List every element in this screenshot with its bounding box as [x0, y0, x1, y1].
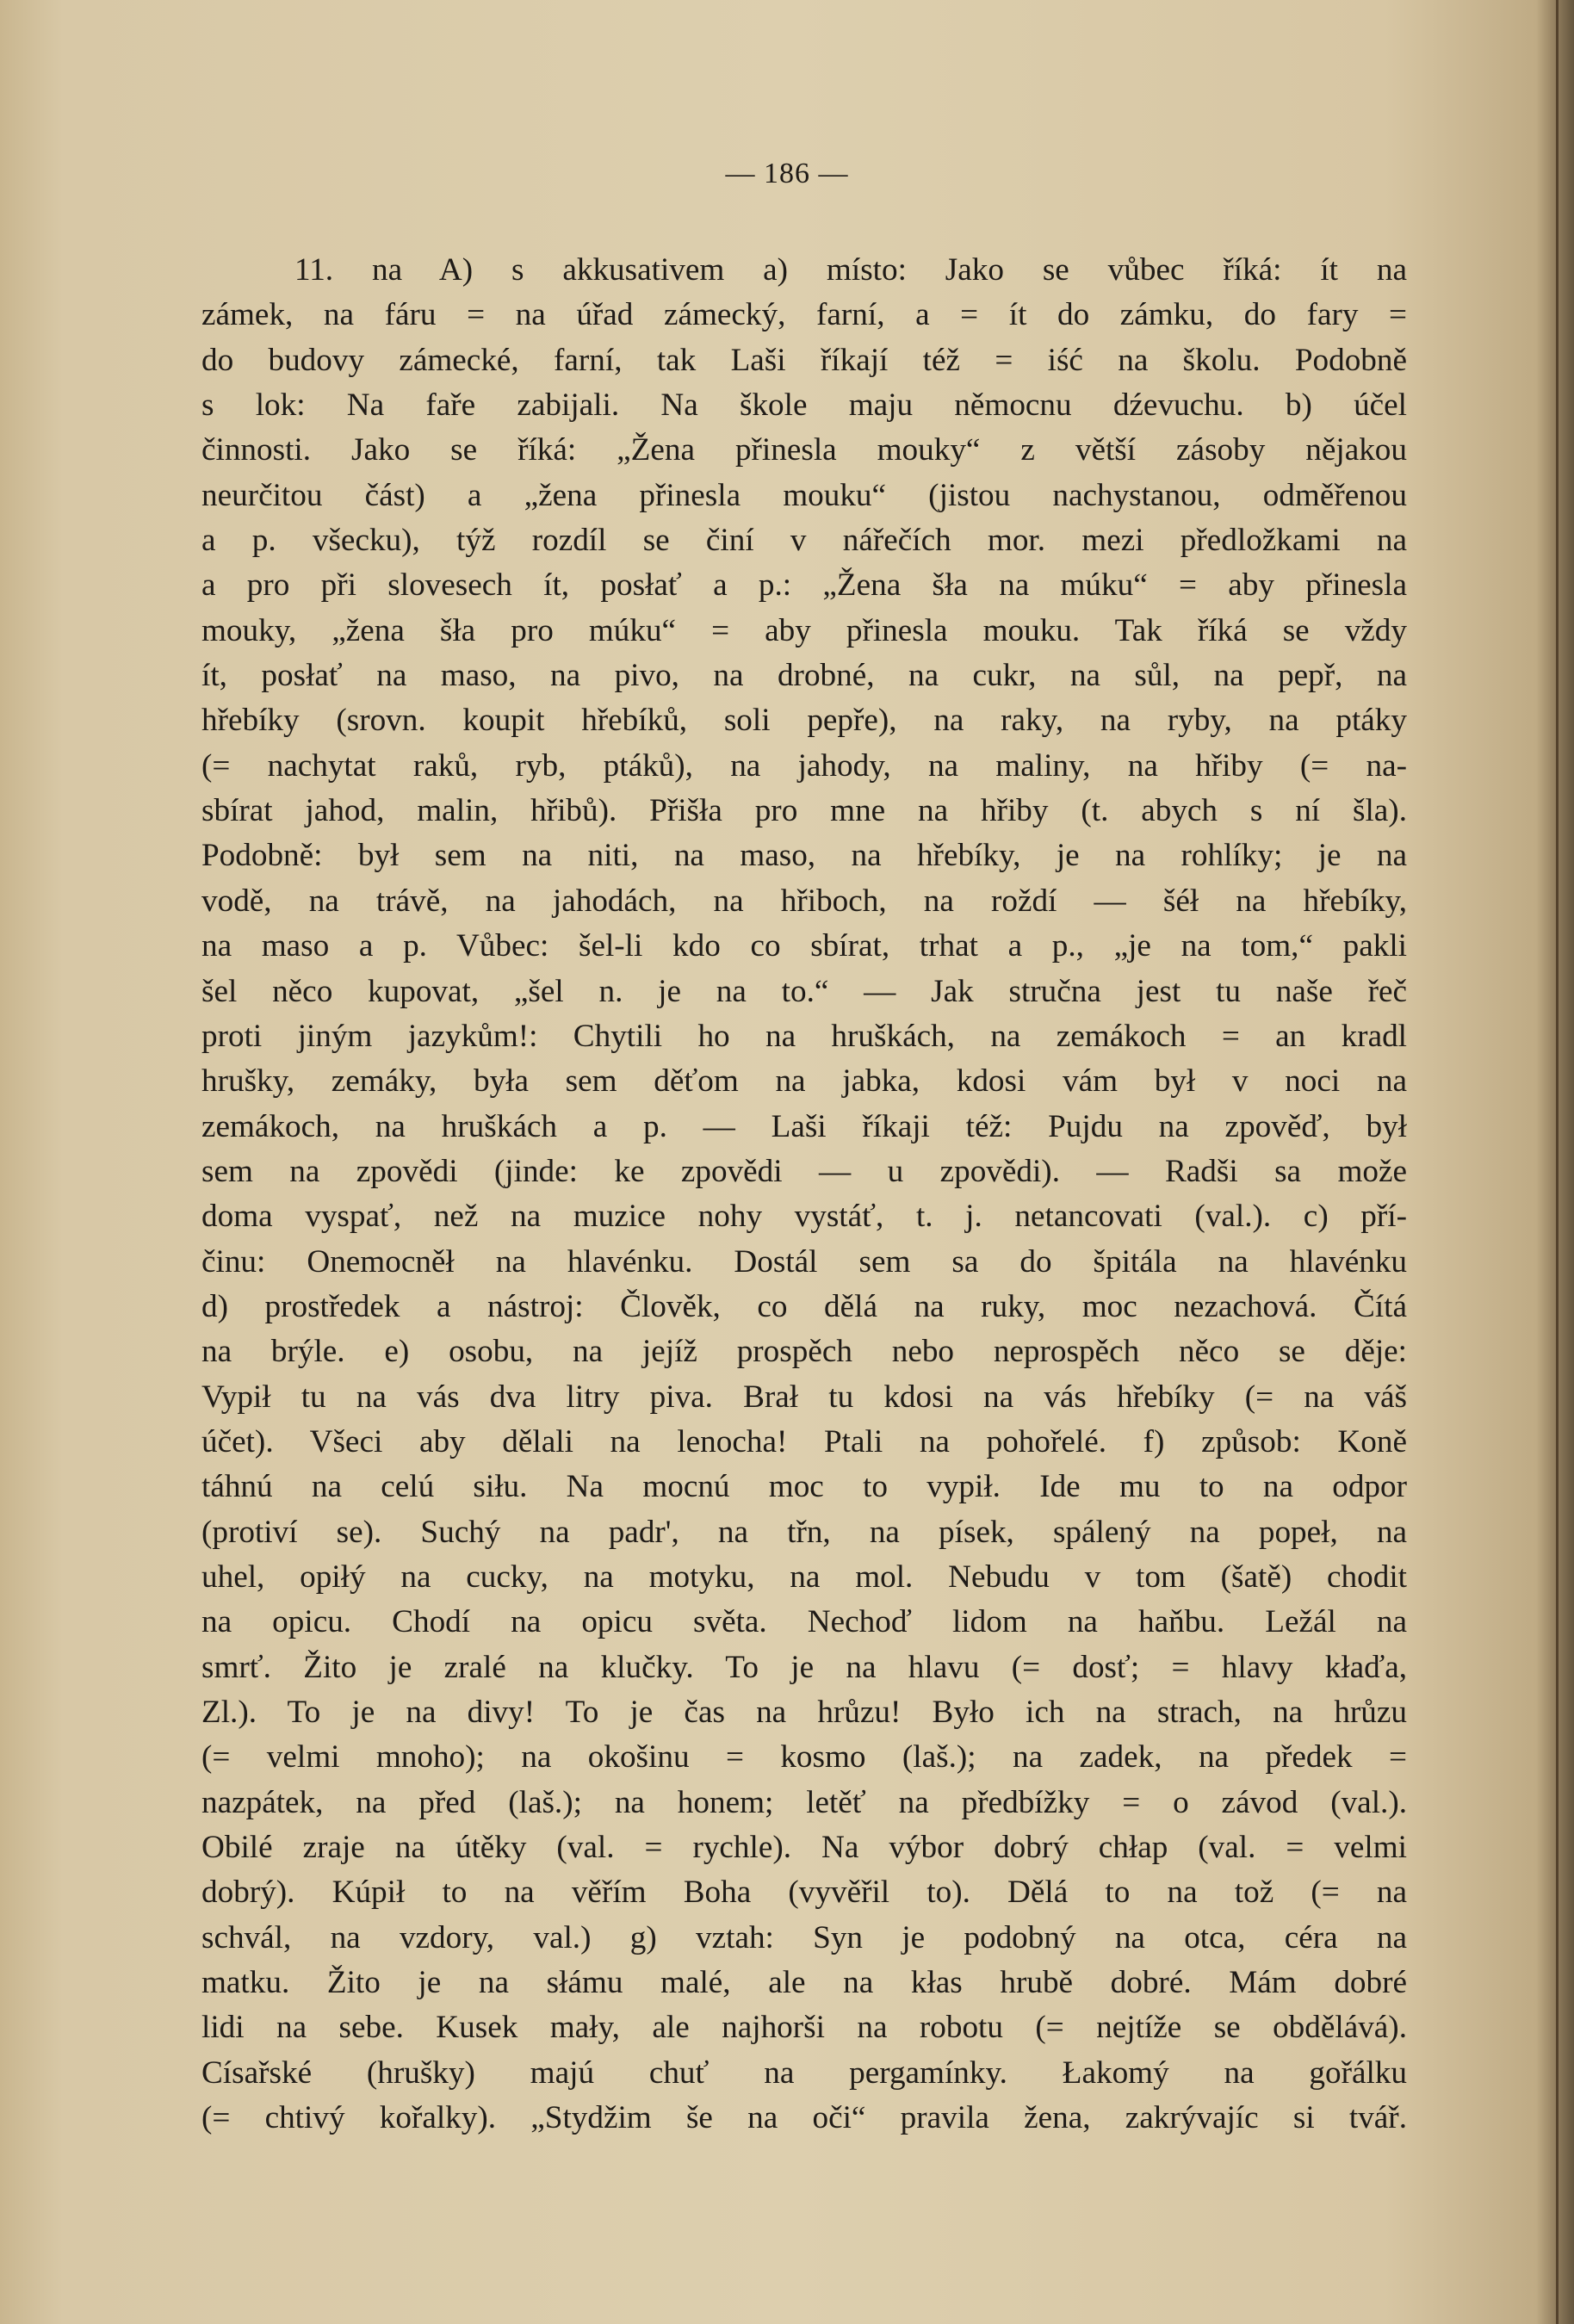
text-line: a pro při slovesech ít, posłať a p.: „Žena šła na múku“ = aby přinesla	[201, 567, 1407, 604]
text-line: ít, posłať na maso, na pivo, na drobné, na cukr, na sůl, na pepř, na	[201, 658, 1407, 694]
text-line: na opicu. Chodí na opicu světa. Nechoď lidom na haňbu. Ležál na	[201, 1604, 1407, 1640]
text-line: schvál, na vzdory, val.) g) vztah: Syn je podobný na otca, céra na	[201, 1919, 1407, 1955]
text-line: mouky, „žena šła pro múku“ = aby přinesla mouku. Tak říká se vždy	[201, 612, 1407, 648]
text-line: táhnú na celú siłu. Na mocnú moc to vypił. Ide mu to na odpor	[201, 1469, 1407, 1505]
text-line: hřebíky (srovn. koupit hřebíků, soli pepře), na raky, na ryby, na ptáky	[201, 703, 1407, 739]
text-line: na brýle. e) osobu, na jejíž prospěch nebo neprospěch něco se děje:	[201, 1334, 1407, 1370]
text-line: činu: Onemocněł na hlavénku. Dostál sem sa do špitála na hlavénku	[201, 1243, 1407, 1280]
text-line: s lok: Na faře zabijali. Na škole maju němocnu dźevuchu. b) účel	[201, 387, 1407, 424]
text-line: zámek, na fáru = na úřad zámecký, farní, a = ít do zámku, do fary =	[201, 297, 1407, 333]
text-line: nazpátek, na před (laš.); na honem; letěť na předbížky = o závod (val.).	[201, 1784, 1407, 1820]
text-line: Podobně: był sem na niti, na maso, na hřebíky, je na rohlíky; je na	[201, 838, 1407, 874]
text-line: (= chtivý kořalky). „Stydžim še na oči“ pravila žena, zakrývajíc si tvář.	[201, 2100, 1407, 2136]
text-line: Císařské (hrušky) majú chuť na pergamínky. Łakomý na gořálku	[201, 2054, 1407, 2091]
text-line: dobrý). Kúpił to na věřím Boha (vyvěřil to). Dělá to na tož (= na	[201, 1875, 1407, 1911]
text-line: do budovy zámecké, farní, tak Laši říkají též = iść na školu. Podobně	[201, 342, 1407, 378]
text-line: neurčitou část) a „žena přinesla mouku“ (jistou nachystanou, odměřenou	[201, 477, 1407, 513]
text-line: proti jiným jazykům!: Chytili ho na hruškách, na zemákoch = an kradl	[201, 1018, 1407, 1054]
text-line: Zl.). To je na divy! To je čas na hrůzu! Było ich na strach, na hrůzu	[201, 1695, 1407, 1730]
text-line: šel něco kupovat, „šel n. je na to.“ — Jak stručna jest tu naše řeč	[201, 973, 1407, 1009]
text-line: lidi na sebe. Kusek mały, ale najhorši na robotu (= nejtíže se obdělává).	[201, 2010, 1407, 2046]
text-line: (protiví se). Suchý na padr', na třn, na písek, spálený na popeł, na	[201, 1514, 1407, 1550]
text-line: sem na zpovědi (jinde: ke zpovědi — u zpovědi). — Radši sa može	[201, 1153, 1407, 1189]
text-line: 11. na A) s akkusativem a) místo: Jako se vůbec říká: ít na	[294, 252, 1407, 288]
text-line: matku. Žito je na słámu malé, ale na kłas hrubě dobré. Mám dobré	[201, 1965, 1407, 2001]
text-line: hrušky, zemáky, była sem děťom na jabka, kdosi vám był v noci na	[201, 1063, 1407, 1100]
body-text	[201, 248, 1407, 2141]
text-line: vodě, na trávě, na jahodách, na hřiboch, na roždí — šéł na hřebíky,	[201, 883, 1407, 919]
text-line: smrť. Žito je zralé na klučky. To je na hlavu (= dosť; = hlavy kłaďa,	[201, 1649, 1407, 1685]
text-line: d) prostředek a nástroj: Člověk, co dělá na ruky, moc nezachová. Čítá	[201, 1288, 1407, 1324]
text-line: (= velmi mnoho); na okošinu = kosmo (laš.); na zadek, na předek =	[201, 1739, 1407, 1776]
text-line: a p. všecku), týž rozdíl se činí v nářečích mor. mezi předložkami na	[201, 523, 1407, 559]
text-line: doma vyspať, než na muzice nohy vystáť, t. j. netancovati (val.). c) pří-	[201, 1199, 1407, 1235]
text-line: Obilé zraje na útěky (val. = rychle). Na výbor dobrý chłap (val. = velmi	[201, 1830, 1407, 1866]
binding-edge	[1556, 0, 1559, 2324]
text-line: sbírat jahod, malin, hřibů). Přišła pro mne na hřiby (t. abych s ní šla).	[201, 793, 1407, 829]
text-line: zemákoch, na hruškách a p. — Laši říkaji též: Pujdu na zpověď, był	[201, 1108, 1407, 1144]
text-line: činnosti. Jako se říká: „Žena přinesla mouky“ z větší zásoby nějakou	[201, 432, 1407, 468]
text-line: Vypił tu na vás dva litry piva. Brał tu kdosi na vás hřebíky (= na váš	[201, 1379, 1407, 1415]
text-line: (= nachytat raků, ryb, ptáků), na jahody, na maliny, na hřiby (= na-	[201, 747, 1407, 784]
text-line: na maso a p. Vůbec: šel-li kdo co sbírat, trhat a p., „je na tom,“ pakli	[201, 928, 1407, 964]
text-line: uhel, opiłý na cucky, na motyku, na mol. Nebudu v tom (šatě) chodit	[201, 1559, 1407, 1595]
gutter-shadow	[1536, 0, 1574, 2324]
text-line: účet). Všeci aby dělali na lenocha! Ptali na pohořelé. f) způsob: Koně	[201, 1423, 1407, 1459]
page-number: — 186 —	[725, 158, 849, 189]
